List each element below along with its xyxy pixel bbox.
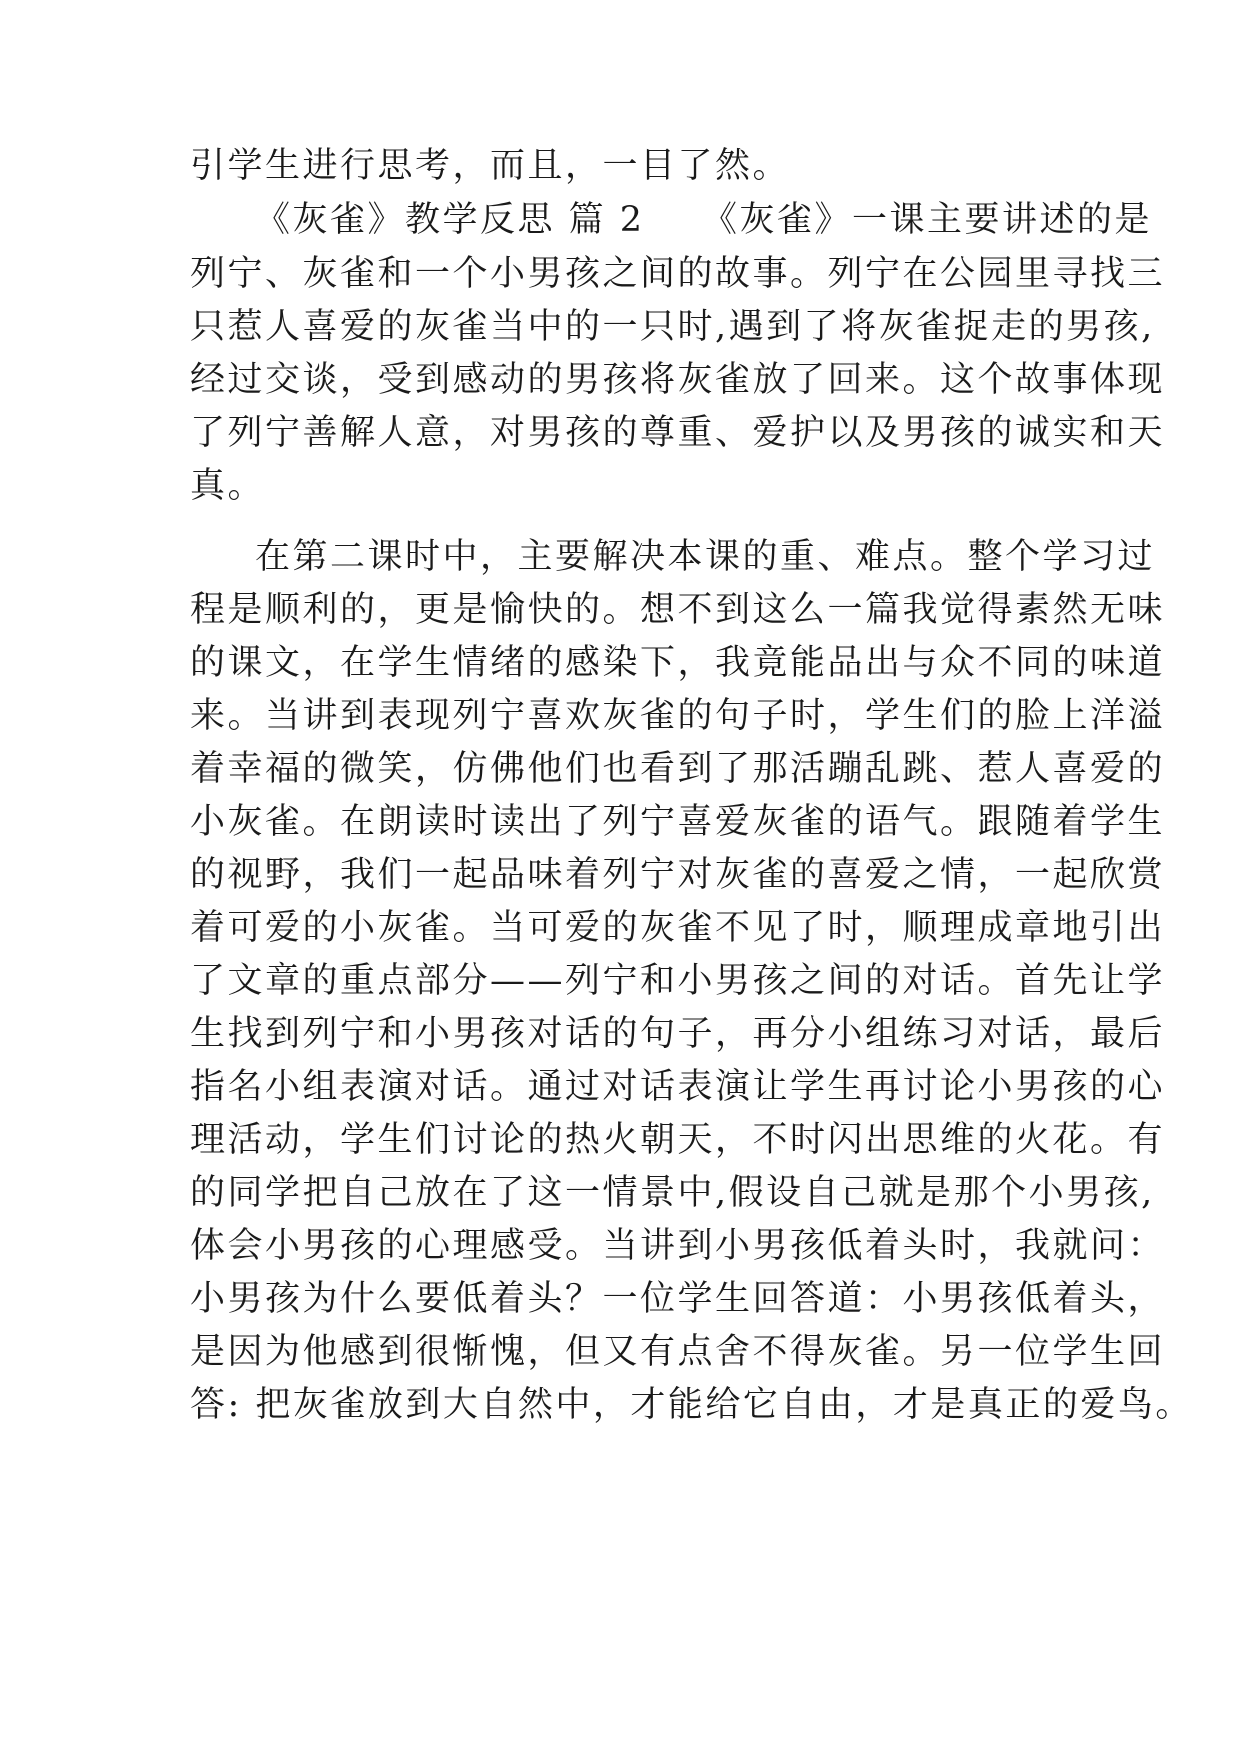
text-line-14: 的视野，我们一起品味着列宁对灰雀的喜爱之情，一起欣赏	[190, 855, 1166, 895]
text-line-22: 小男孩为什么要低着头？一位学生回答道：小男孩低着头，	[190, 1279, 1166, 1319]
text-line-6: 了列宁善解人意，对男孩的尊重、爱护以及男孩的诚实和天	[190, 413, 1166, 453]
text-line-17: 生找到列宁和小男孩对话的句子，再分小组练习对话，最后	[190, 1014, 1166, 1054]
text-line-12: 着幸福的微笑，仿佛他们也看到了那活蹦乱跳、惹人喜爱的	[190, 749, 1166, 789]
text-line-13: 小灰雀。在朗读时读出了列宁喜爱灰雀的语气。跟随着学生	[190, 802, 1166, 842]
text-line-8-paragraph-start: 在第二课时中，主要解决本课的重、难点。整个学习过	[255, 537, 1156, 577]
text-line-18: 指名小组表演对话。通过对话表演让学生再讨论小男孩的心	[190, 1067, 1166, 1107]
text-line-1: 引学生进行思考，而且，一目了然。	[190, 146, 791, 186]
text-line-19: 理活动，学生们讨论的热火朝天，不时闪出思维的火花。有	[190, 1120, 1166, 1160]
text-line-21: 体会小男孩的心理感受。当讲到小男孩低着头时，我就问：	[190, 1226, 1166, 1266]
text-line-5: 经过交谈，受到感动的男孩将灰雀放了回来。这个故事体现	[190, 360, 1166, 400]
text-line-7: 真。	[190, 466, 266, 506]
text-line-24: 答: 把灰雀放到大自然中，才能给它自由，才是真正的爱鸟。	[190, 1385, 1193, 1425]
text-line-9: 程是顺利的，更是愉快的。想不到这么一篇我觉得素然无味	[190, 590, 1166, 630]
text-line-10: 的课文，在学生情绪的感染下，我竟能品出与众不同的味道	[190, 643, 1166, 683]
text-line-4: 只惹人喜爱的灰雀当中的一只时,遇到了将灰雀捉走的男孩,	[190, 307, 1155, 347]
text-line-15: 着可爱的小灰雀。当可爱的灰雀不见了时，顺理成章地引出	[190, 908, 1166, 948]
text-line-3: 列宁、灰雀和一个小男孩之间的故事。列宁在公园里寻找三	[190, 254, 1166, 294]
text-line-23: 是因为他感到很惭愧，但又有点舍不得灰雀。另一位学生回	[190, 1332, 1166, 1372]
text-line-16: 了文章的重点部分——列宁和小男孩之间的对话。首先让学	[190, 961, 1166, 1001]
text-line-2-heading: 《灰雀》教学反思 篇 2 《灰雀》一课主要讲述的是	[255, 200, 1153, 240]
text-line-11: 来。当讲到表现列宁喜欢灰雀的句子时，学生们的脸上洋溢	[190, 696, 1166, 736]
text-line-20: 的同学把自己放在了这一情景中,假设自己就是那个小男孩,	[190, 1173, 1155, 1213]
